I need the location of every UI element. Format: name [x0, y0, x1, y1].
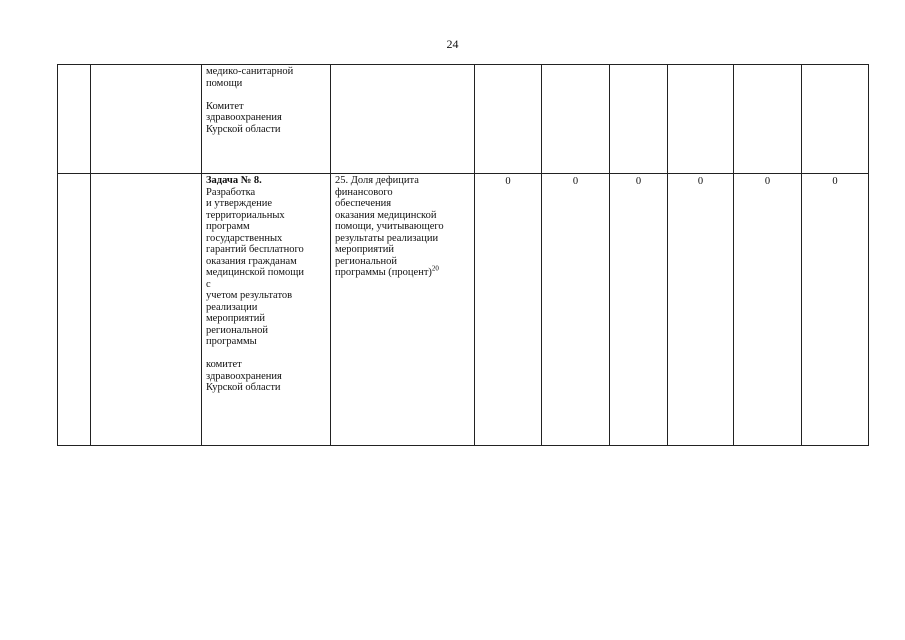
cell-text: региональной: [206, 324, 268, 336]
table-cell-value: [610, 65, 668, 174]
table-cell-name: [91, 174, 202, 446]
table-cell-number: [58, 65, 91, 174]
table-cell-value: 0: [542, 174, 610, 446]
cell-text: [335, 264, 470, 279]
cell-text: медико-санитарной: [206, 66, 294, 77]
cell-text: финансового: [335, 186, 393, 198]
cell-text: здравоохранения: [206, 112, 282, 123]
table-cell-value: 0: [668, 174, 734, 446]
cell-text: государственных: [206, 232, 283, 244]
table-cell-value: [734, 65, 802, 174]
table-cell-value: [668, 65, 734, 174]
cell-text: учетом результатов: [206, 290, 293, 301]
cell-text: мероприятий: [335, 244, 394, 255]
cell-text: 25. Доля дефицита: [335, 175, 419, 186]
cell-text: территориальных: [206, 209, 285, 221]
cell-text: Курской области: [206, 382, 281, 393]
cell-text: Курской области: [206, 123, 281, 135]
cell-text: Разработка: [206, 186, 256, 198]
indicator-last-line: программы (процент): [335, 267, 432, 278]
cell-text: с: [206, 278, 211, 290]
table-cell-value: 0: [802, 174, 869, 446]
table-cell-indicator: [331, 65, 475, 174]
cell-text: помощи, учитывающего: [335, 221, 444, 232]
cell-text: обеспечения: [335, 198, 392, 209]
table-row: [58, 174, 869, 446]
footnote-marker: 20: [431, 264, 439, 273]
indicators-table: [57, 64, 869, 446]
cell-text: комитет: [206, 359, 242, 370]
table-cell-value: [802, 65, 869, 174]
cell-text: мероприятий: [206, 313, 265, 324]
cell-text: здравоохранения: [206, 370, 282, 382]
cell-text: программ: [206, 221, 250, 232]
table-cell-value: 0: [475, 174, 542, 446]
cell-text: программы: [206, 336, 257, 347]
table-cell-task: [202, 65, 331, 174]
cell-text: оказания медицинской: [335, 209, 437, 221]
cell-text: оказания гражданам: [206, 255, 297, 267]
table-cell-task: [202, 174, 331, 446]
task-title: Задача № 8.: [206, 175, 262, 186]
table-cell-value: 0: [610, 174, 668, 446]
table-cell-value: [475, 65, 542, 174]
table-cell-value: 0: [734, 174, 802, 446]
table-row: [58, 65, 869, 174]
table-cell-name: [91, 65, 202, 174]
cell-text: медицинской помощи: [206, 267, 304, 278]
cell-text: результаты реализации: [335, 232, 439, 244]
cell-text: и утверждение: [206, 198, 273, 209]
page-number: 24: [446, 37, 459, 51]
cell-text: помощи: [206, 77, 243, 89]
cell-text: Комитет: [206, 100, 244, 112]
cell-text: гарантий бесплатного: [206, 244, 304, 255]
table-cell-value: [542, 65, 610, 174]
table-cell-number: [58, 174, 91, 446]
cell-text: реализации: [206, 301, 258, 313]
cell-text: региональной: [335, 255, 397, 267]
table-cell-indicator: [331, 174, 475, 446]
